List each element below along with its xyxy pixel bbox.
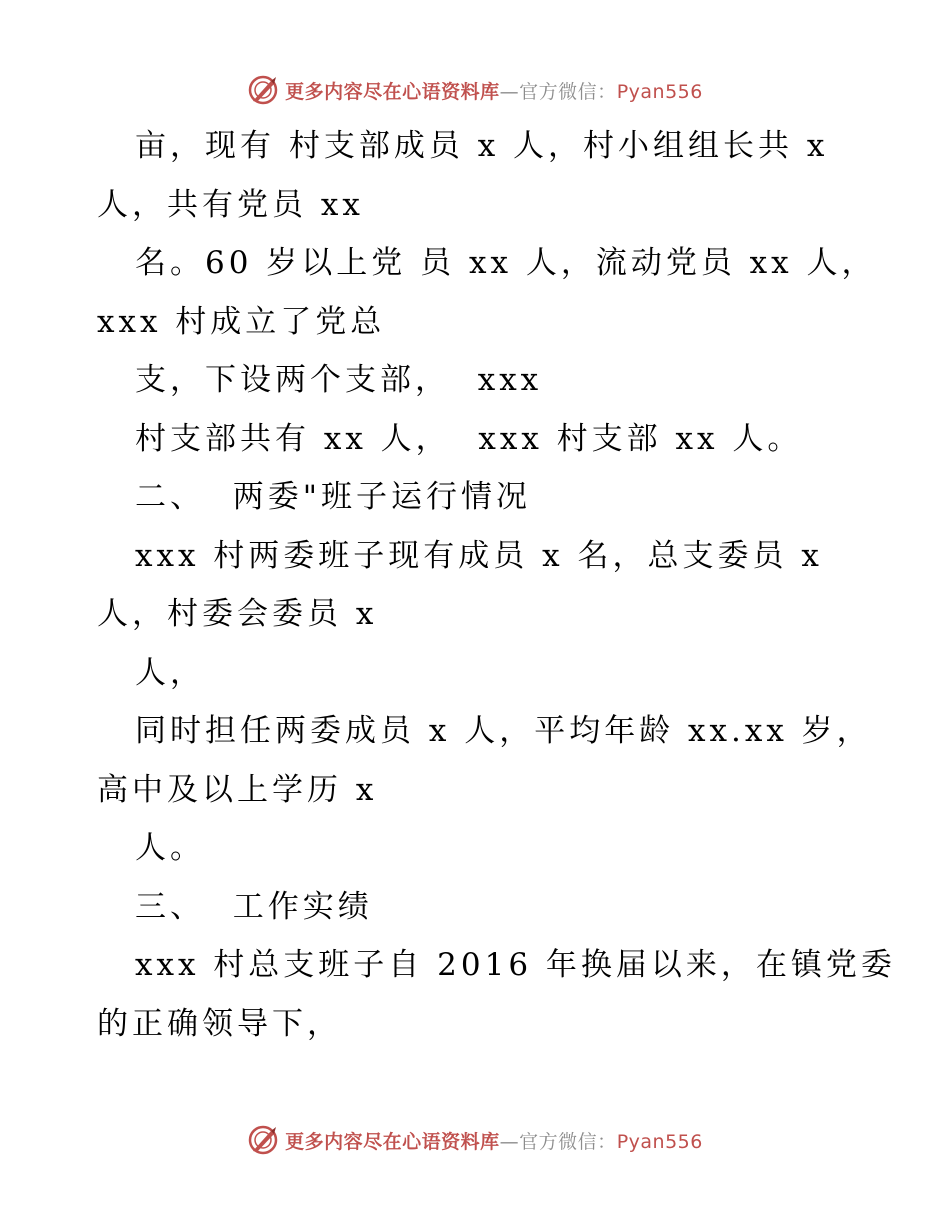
text-line: 名。60 岁以上党 员 xx 人，流动党员 xx 人， — [135, 245, 877, 281]
watermark-group — [247, 74, 703, 106]
document-body — [0, 117, 950, 1053]
text-line: 人，村委会委员 x — [97, 596, 378, 632]
text-line: 二、 两委"班子运行情况 — [135, 479, 531, 515]
watermark-wechat-id: Pyan556 — [616, 1130, 703, 1153]
watermark-title: 更多内容尽在心语资料库 — [285, 1130, 500, 1153]
watermark-wechat-id: Pyan556 — [616, 80, 703, 103]
quill-logo-icon — [247, 74, 279, 106]
text-line: 高中及以上学历 x — [97, 771, 378, 808]
watermark-title: 更多内容尽在心语资料库 — [285, 80, 500, 103]
header-watermark — [0, 70, 950, 110]
text-line: 村支部共有 xx 人， xxx 村支部 xx 人。 — [135, 420, 803, 457]
watermark-group — [247, 1124, 703, 1156]
watermark-wechat-label: —官方微信： — [499, 80, 617, 103]
text-line: xxx 村总支班子自 2016 年换届以来，在镇党委 — [135, 947, 896, 983]
text-line: 亩，现有 村支部成员 x 人，村小组组长共 x — [135, 128, 829, 164]
text-line: 人，共有党员 xx — [97, 186, 364, 223]
text-line: 三、 工作实绩 — [135, 888, 373, 925]
text-line: xxx 村成立了党总 — [97, 303, 386, 340]
text-line: xxx 村两委班子现有成员 x 名，总支委员 x — [135, 537, 823, 574]
text-line: 同时担任两委成员 x 人，平均年龄 xx.xx 岁， — [135, 713, 872, 749]
text-line: 人， — [135, 654, 205, 691]
watermark-wechat-label: —官方微信： — [499, 1130, 617, 1153]
text-line: 支，下设两个支部， xxx — [135, 362, 543, 398]
quill-logo-icon — [247, 1124, 279, 1156]
footer-watermark — [0, 1120, 950, 1160]
text-line: 的正确领导下， — [97, 1005, 342, 1042]
text-line: 人。 — [135, 830, 205, 866]
